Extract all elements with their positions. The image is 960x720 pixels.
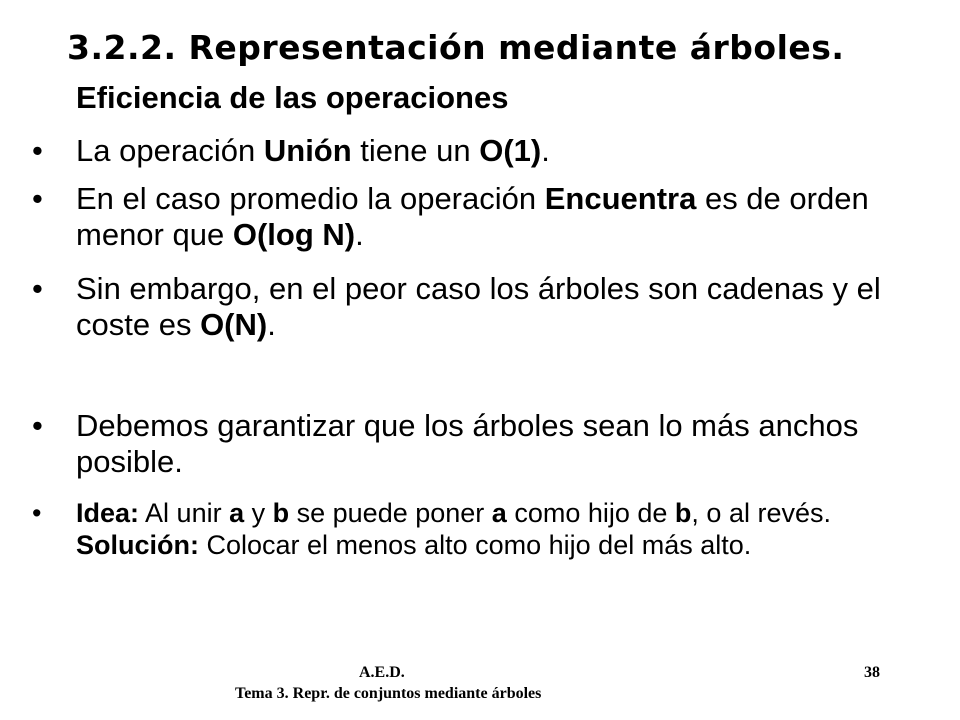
bullet-marker: • (32, 181, 43, 216)
bullet-text: La operación (76, 133, 264, 168)
bullet-emphasis: Idea: (76, 498, 140, 528)
bullet-text: . (267, 307, 276, 342)
bullet-emphasis: Unión (263, 133, 352, 168)
bullet-emphasis: O(N) (200, 307, 268, 342)
bullet-text: se puede poner (289, 498, 492, 528)
footer-course: A.E.D. (359, 664, 405, 681)
footer-page-number: 38 (864, 664, 880, 681)
bullet-text: como hijo de (506, 498, 675, 528)
bullet-text: tiene un (351, 133, 480, 168)
bullet-item (32, 133, 936, 169)
bullet-emphasis: Solución: (76, 530, 199, 560)
bullet-text: . (355, 217, 364, 252)
bullet-text: y (244, 498, 273, 528)
bullet-text: En el caso promedio la operación (76, 181, 545, 216)
bullet-text: Al unir (139, 498, 230, 528)
bullet-emphasis: O(log N) (232, 217, 356, 252)
bullet-text: Colocar el menos alto como hijo del más alto. (199, 530, 752, 560)
bullet-emphasis: b (272, 498, 290, 528)
bullet-text: Debemos garantizar que los árboles sean lo más anchos posible. (76, 408, 859, 479)
bullet-emphasis: a (491, 498, 507, 528)
bullet-item (32, 497, 936, 561)
bullet-marker: • (32, 271, 43, 306)
bullet-text: , o al revés. (691, 498, 831, 528)
bullet-emphasis: Encuentra (544, 181, 697, 216)
bullet-emphasis: b (674, 498, 692, 528)
bullet-item (32, 181, 936, 253)
bullet-item (32, 408, 936, 480)
bullet-item (32, 271, 936, 343)
slide-title: 3.2.2. Representación mediante árboles. (67, 28, 845, 67)
bullet-text: Sin embargo, en el peor caso los árboles son cadenas y el coste es (76, 271, 881, 342)
bullet-marker: • (32, 408, 43, 443)
bullet-emphasis: O(1) (479, 133, 542, 168)
section-subtitle: Eficiencia de las operaciones (76, 80, 509, 115)
bullet-emphasis: a (229, 498, 245, 528)
bullet-marker: • (32, 498, 42, 528)
bullet-text: es de orden menor que (76, 181, 869, 252)
bullet-text: . (541, 133, 550, 168)
bullet-marker: • (32, 133, 43, 168)
footer-topic: Tema 3. Repr. de conjuntos mediante árboles (235, 685, 542, 702)
